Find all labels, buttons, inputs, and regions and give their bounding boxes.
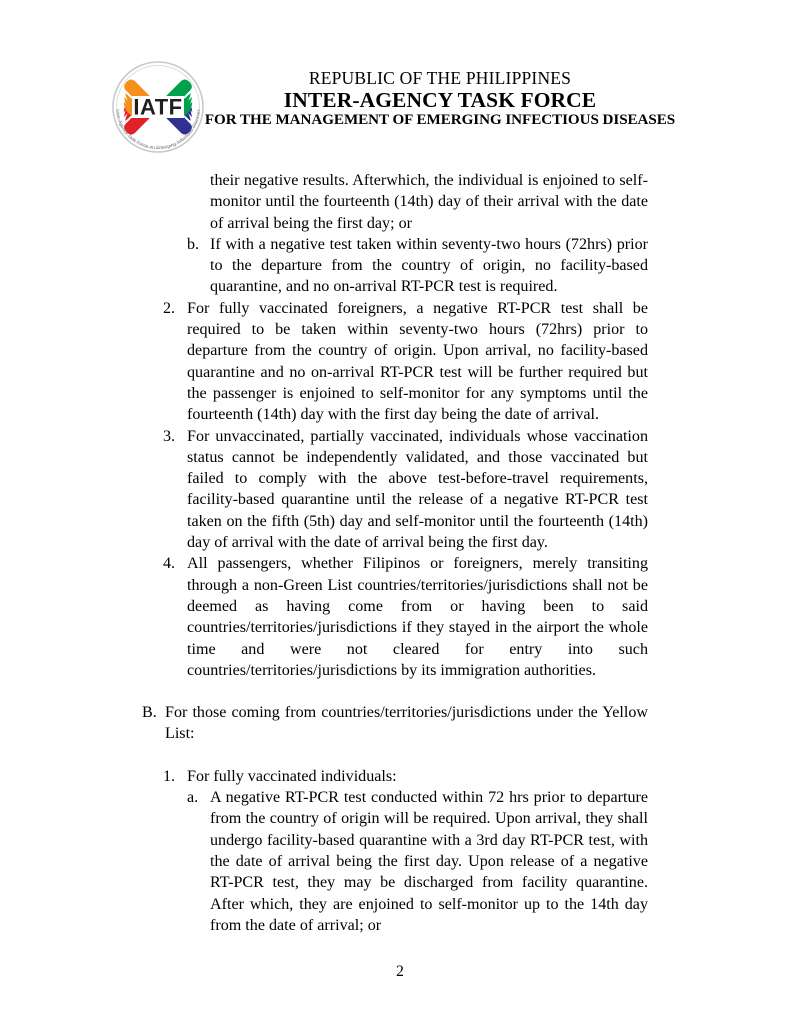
letterhead-text xyxy=(190,69,690,128)
list-text-B1: For fully vaccinated individuals: xyxy=(187,767,397,785)
header-subtitle-line: FOR THE MANAGEMENT OF EMERGING INFECTIOUS DISEASES xyxy=(204,112,676,129)
list-marker-4: 4. xyxy=(163,555,176,573)
letterhead xyxy=(0,55,800,167)
section-text-B: For those coming from countries/territories/jurisdictions under the Yellow List: xyxy=(165,704,648,743)
list-text-3: For unvaccinated, partially vaccinated, individuals whose vaccination status cannot be independently validated, and those vaccinated but failed to comply with the above test-before-travel requirements, facility-based quarantine until the release of a negative RT-PCR test taken on the fifth (5th) day and self-monitor until the fourteenth (14th) day of arrival with the date of arrival being the first day. xyxy=(187,427,648,552)
list-item-b xyxy=(187,234,648,298)
section-item-B xyxy=(142,702,648,745)
spacer-before-section-b xyxy=(0,681,800,702)
list-marker-3: 3. xyxy=(163,427,176,445)
logo-center-text: IATF xyxy=(133,94,183,120)
list-text-2: For fully vaccinated foreigners, a negative RT-PCR test shall be required to be taken within seventy-two hours (72hrs) prior to departure from the country of origin. Upon arrival, no facility-based quarantine and no on-arrival RT-PCR test will be further required but the passenger is enjoined to self-monitor for any symptoms until the fourteenth (14th) day with the first day being the date of arrival. xyxy=(187,299,648,424)
list-item-3 xyxy=(163,426,648,554)
list-item-B1 xyxy=(163,766,648,787)
list-text-B1a: A negative RT-PCR test conducted within 72 hrs prior to departure from the country of origin will be required. Upon arrival, they shall undergo facility-based quarantine with a 3rd day RT-PCR test, with the date of arrival being the first day. Upon release of a negative RT-PCR test, they may be discharged from facility quarantine. After which, they are enjoined to self-monitor up to the 14th day from the date of arrival; or xyxy=(210,789,648,934)
page-footer xyxy=(0,963,800,981)
header-republic-line: REPUBLIC OF THE PHILIPPINES xyxy=(308,68,572,88)
list-marker-B1: 1. xyxy=(163,767,176,785)
list-text-4: All passengers, whether Filipinos or foreigners, merely transiting through a non-Green List countries/territories/jurisdictions shall not be deemed as having come from or having been to said countries/territories/jurisdictions if they stayed in the airport the whole time and were not cleared for entry into such countries/territories/jurisdictions by its immigration authorities. xyxy=(187,555,648,679)
list-item-B1a xyxy=(187,787,648,936)
list-text-b: If with a negative test taken within seventy-two hours (72hrs) prior to the departure from the country of origin, no facility-based quarantine, and no on-arrival RT-PCR test is required. xyxy=(210,235,648,296)
list-marker-b: b. xyxy=(187,235,200,253)
document-body xyxy=(0,170,800,936)
section-marker-B: B. xyxy=(142,704,157,722)
list-marker-2: 2. xyxy=(163,299,176,317)
logo-circular-text: Inter-Agency Task Force on Emerging Infectious Diseases xyxy=(115,109,201,151)
continued-paragraph-a: their negative results. Afterwhich, the individual is enjoined to self-monitor until the fourteenth (14th) day of their arrival with the date of arrival being the first day; or xyxy=(210,172,648,232)
spacer-before-item-b1 xyxy=(0,745,800,766)
list-marker-B1a: a. xyxy=(187,789,199,807)
list-item-2 xyxy=(163,298,648,426)
header-agency-line: INTER-AGENCY TASK FORCE xyxy=(283,87,597,112)
list-item-4 xyxy=(163,553,648,681)
page-number: 2 xyxy=(396,963,404,980)
